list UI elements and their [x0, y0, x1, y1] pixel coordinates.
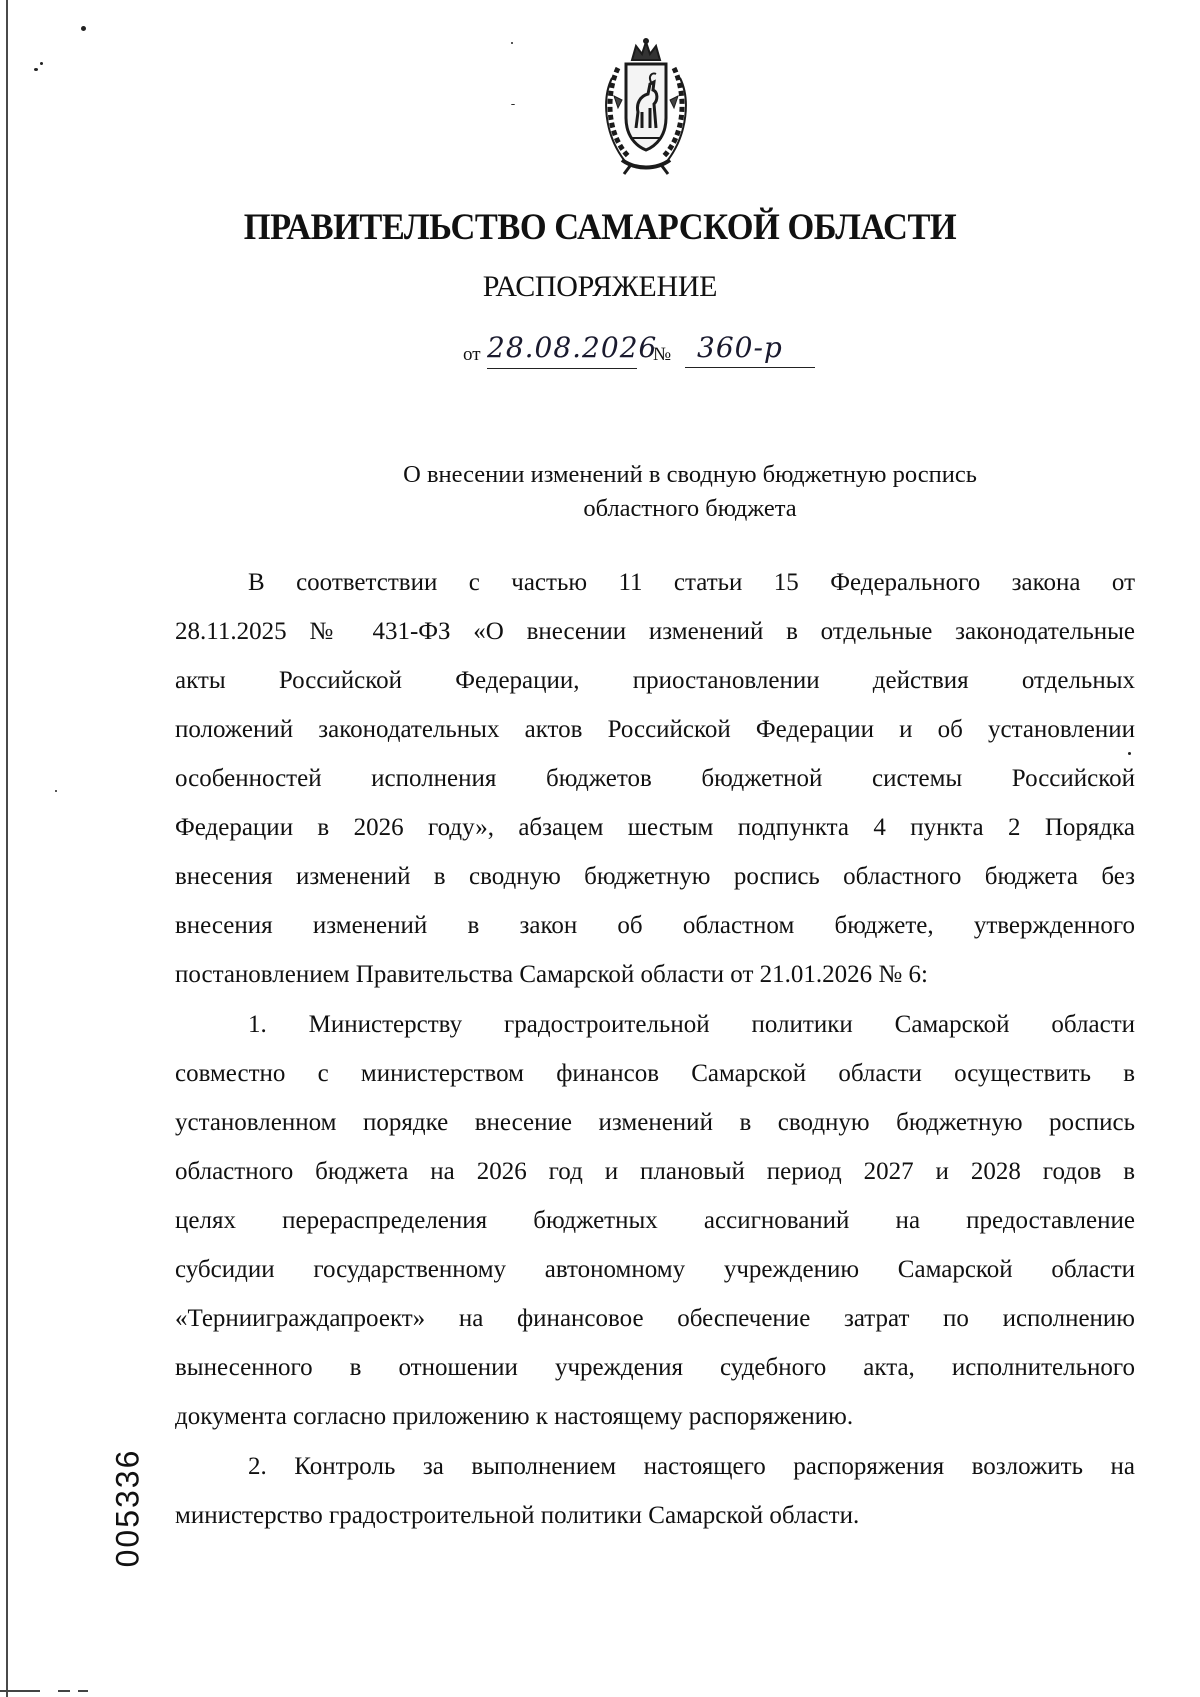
text-line: постановлением Правительства Самарской области от 21.01.2026 № 6:: [175, 961, 928, 988]
scan-speck: [511, 42, 513, 44]
scan-speck: [34, 68, 38, 71]
item-2-paragraph: [175, 1442, 1135, 1540]
text-line: внесения изменений в сводную бюджетную роспись областного бюджета без: [175, 863, 1135, 890]
footer-mark: [78, 1690, 88, 1692]
subject-line: областного бюджета: [583, 495, 797, 522]
text-line: положений законодательных актов Российской Федерации и об установлении: [175, 716, 1135, 743]
text-line: 28.11.2025 № 431-ФЗ «О внесении изменений в отдельные законодательные: [175, 618, 1135, 645]
handwritten-number: 360-р: [685, 328, 815, 368]
text-line: особенностей исполнения бюджетов бюджетной системы Российской: [175, 765, 1135, 792]
side-registration-number: [108, 1408, 148, 1608]
text-line: В соответствии с частью 11 статьи 15 Федерального закона от: [248, 569, 1135, 596]
document-subject: [330, 458, 1050, 526]
text-line: Федерации в 2026 году», абзацем шестым подпункта 4 пункта 2 Порядка: [175, 814, 1135, 841]
item-1-paragraph: [175, 1000, 1135, 1441]
text-line: внесения изменений в закон об областном бюджете, утвержденного: [175, 912, 1135, 939]
scan-speck: [511, 104, 515, 105]
text-line: вынесенного в отношении учреждения судебного акта, исполнительного: [175, 1354, 1135, 1381]
date-number-line: [463, 328, 863, 374]
footer-mark: [0, 1690, 40, 1692]
text-line: целях перераспределения бюджетных ассигнований на предоставление: [175, 1207, 1135, 1234]
number-prefix: №: [653, 344, 672, 365]
text-line: 2. Контроль за выполнением настоящего распоряжения возложить на: [248, 1453, 1135, 1480]
text-line: акты Российской Федерации, приостановлении действия отдельных: [175, 667, 1135, 694]
text-line: министерство градостроительной политики Самарской области.: [175, 1502, 860, 1529]
text-line: областного бюджета на 2026 год и плановый период 2027 и 2028 годов в: [175, 1158, 1135, 1185]
coat-of-arms-icon: [596, 38, 696, 176]
text-line: совместно с министерством финансов Самарской области осуществить в: [175, 1060, 1135, 1087]
scan-speck: [81, 26, 86, 31]
subject-line: О внесении изменений в сводную бюджетную роспись: [403, 461, 977, 488]
handwritten-date: 28.08.2026: [487, 328, 637, 369]
text-line: документа согласно приложению к настоящему распоряжению.: [175, 1403, 854, 1430]
text-line: субсидии государственному автономному учреждению Самарской области: [175, 1256, 1135, 1283]
registration-number-text: 005336: [109, 1448, 146, 1568]
scan-edge-line: [6, 0, 8, 1697]
scan-speck: [40, 62, 43, 65]
preamble-paragraph: [175, 558, 1135, 999]
footer-mark: [58, 1690, 70, 1692]
text-line: 1. Министерству градостроительной политики Самарской области: [248, 1011, 1135, 1038]
document-type-heading: РАСПОРЯЖЕНИЕ: [482, 270, 718, 303]
text-line: установленном порядке внесение изменений в сводную бюджетную роспись: [175, 1109, 1135, 1136]
scan-speck: [55, 790, 57, 792]
text-line: «Тернииграждапроект» на финансовое обеспечение затрат по исполнению: [175, 1305, 1135, 1332]
date-prefix: от: [463, 344, 481, 365]
government-title: ПРАВИТЕЛЬСТВО САМАРСКОЙ ОБЛАСТИ: [243, 207, 957, 248]
